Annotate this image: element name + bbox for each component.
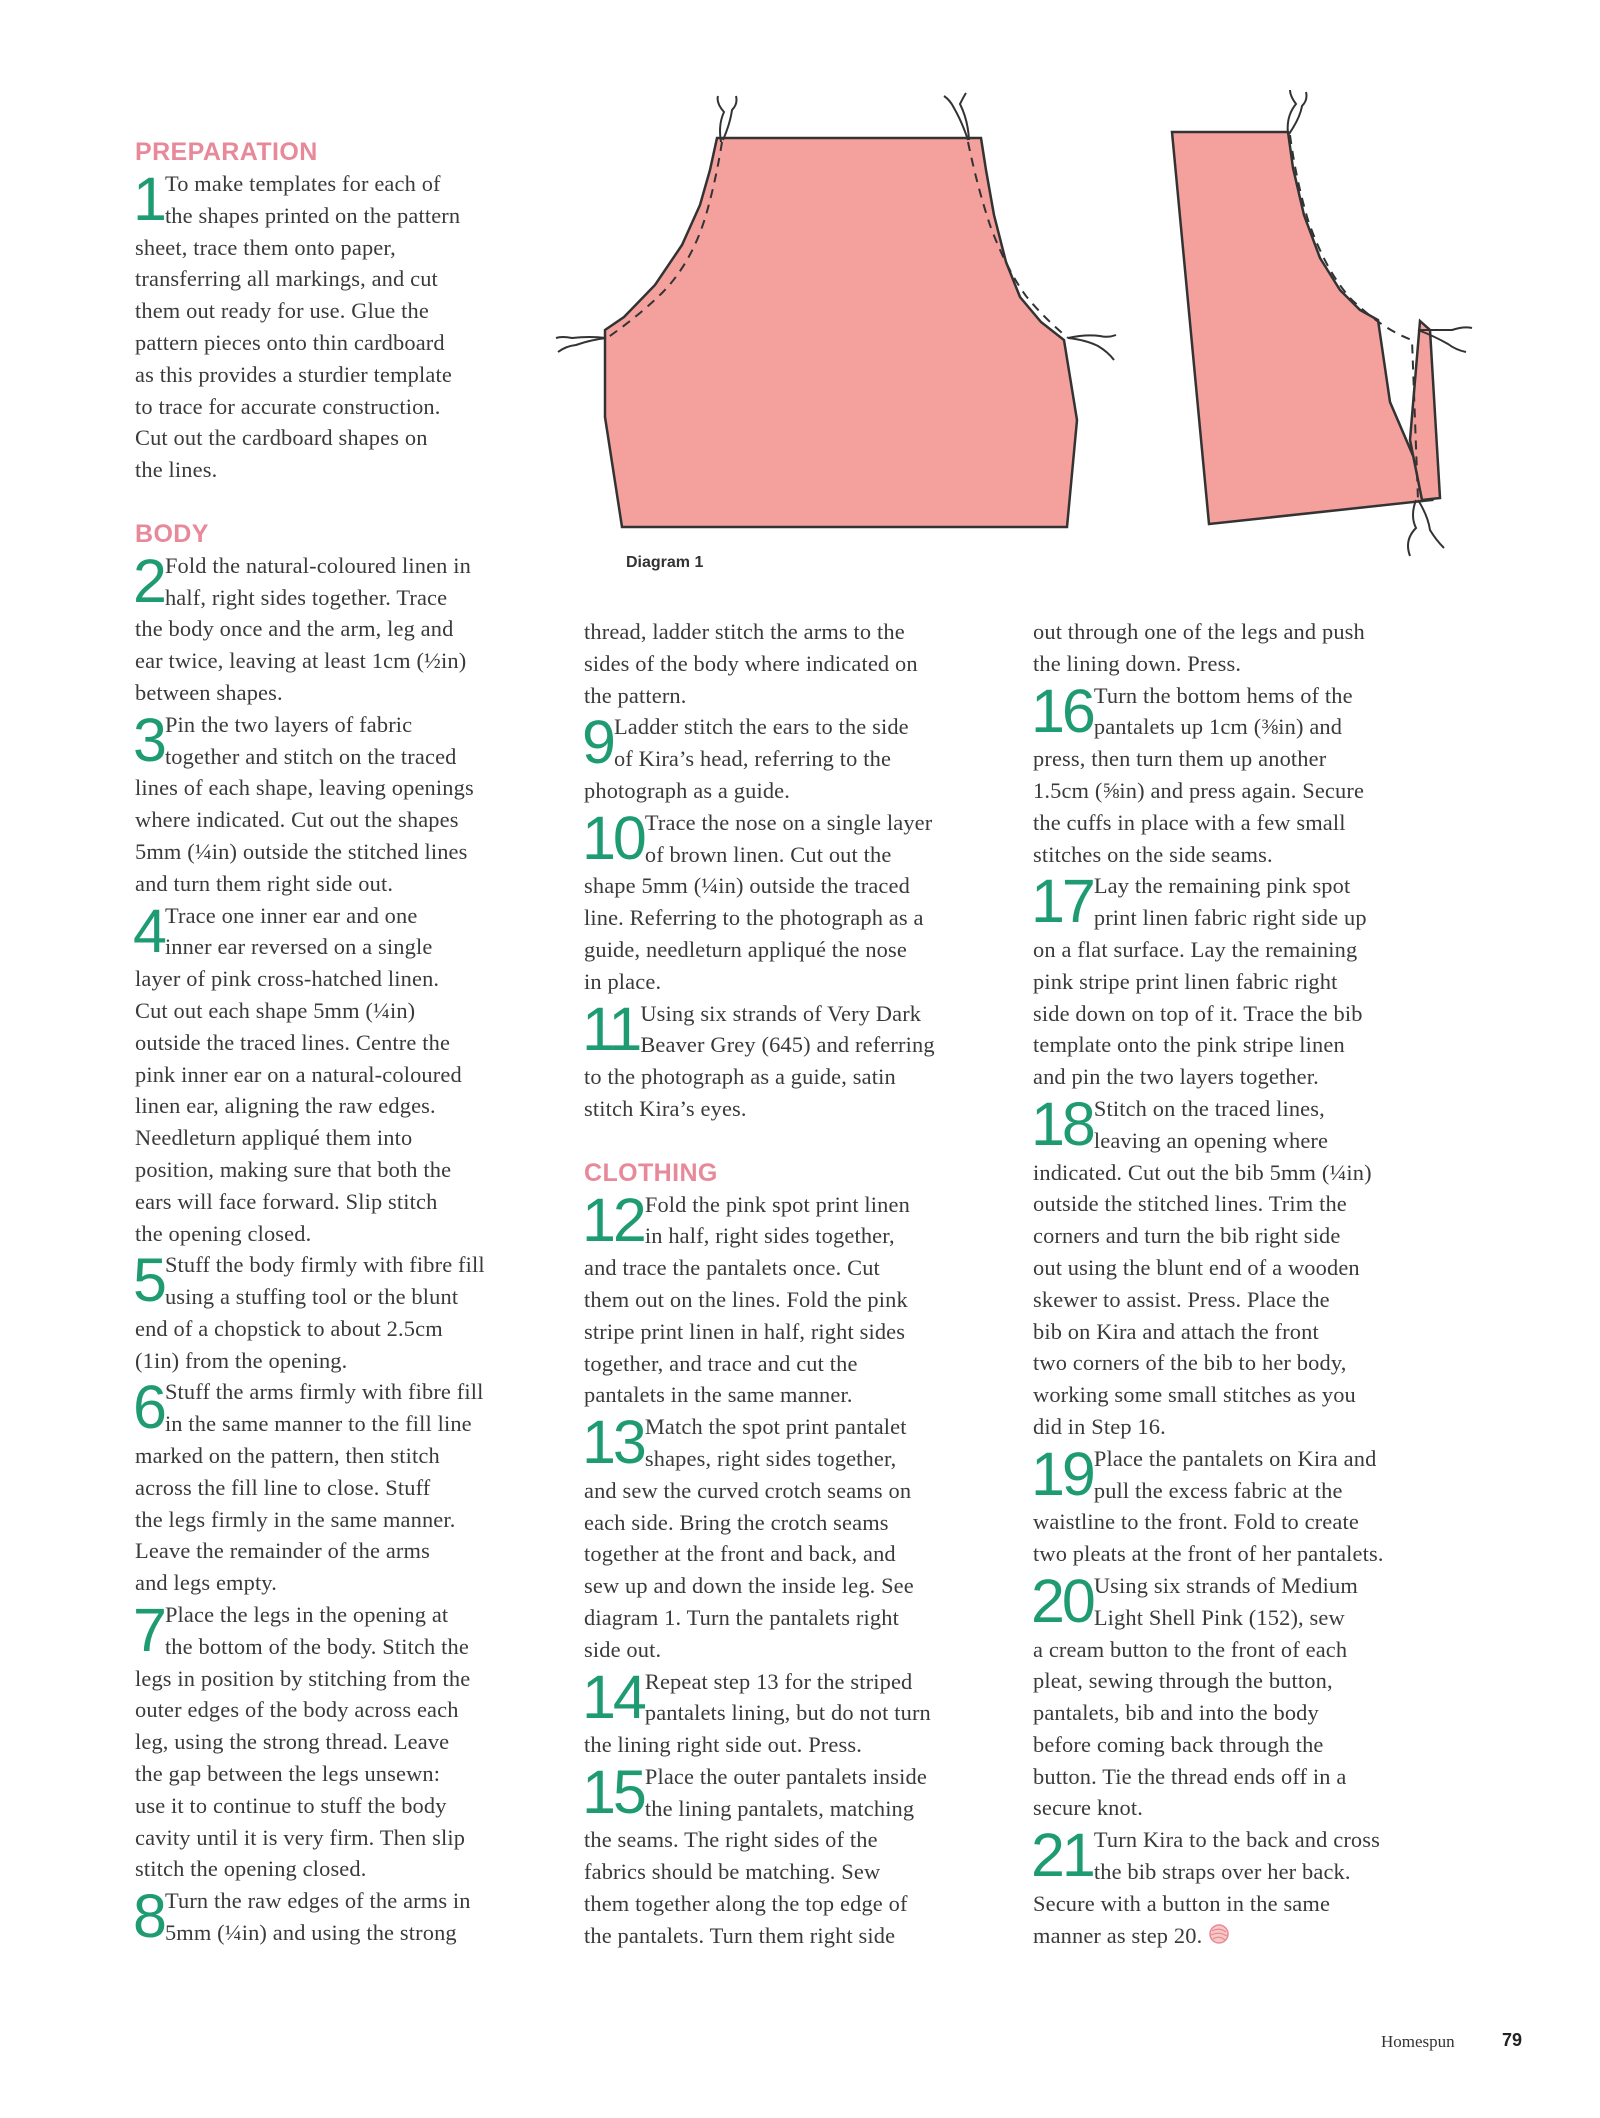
text-line: in place. (584, 968, 662, 994)
step-number: 17 (1031, 867, 1093, 936)
text-line: Beaver Grey (645) and referring (640, 1032, 935, 1058)
instruction-step (582, 994, 996, 1125)
text-line: the lining right side out. Press. (584, 1732, 862, 1758)
text-line: indicated. Cut out the bib 5mm (¼in) (1033, 1159, 1372, 1185)
text-line: each side. Bring the crotch seams (584, 1509, 889, 1535)
text-line: Lay the remaining pink spot (1093, 873, 1351, 899)
text-line: the gap between the legs unsewn: (135, 1761, 441, 1787)
instruction-step (582, 1408, 996, 1665)
instruction-step (1031, 1439, 1445, 1570)
text-line: the lining pantalets, matching (644, 1795, 915, 1821)
instruction-step (582, 1662, 996, 1761)
text-line: pantalets in the same manner. (584, 1382, 853, 1408)
step-number: 2 (133, 546, 164, 615)
instruction-step (133, 1882, 545, 1951)
instruction-step (1031, 1089, 1445, 1443)
page-number: 79 (1502, 2030, 1523, 2050)
text-line: out through one of the legs and push (1033, 619, 1365, 644)
text-line: Turn the raw edges of the arms in (164, 1888, 471, 1914)
text-line: them out on the lines. Fold the pink (584, 1286, 908, 1312)
text-line: waistline to the front. Fold to create (1033, 1509, 1359, 1535)
text-line: corners and turn the bib right side (1033, 1223, 1341, 1249)
text-line: thread, ladder stitch the arms to the (584, 619, 905, 644)
text-line: position, making sure that both the (135, 1156, 452, 1182)
text-line: use it to continue to stuff the body (135, 1792, 447, 1818)
text-line: side out. (584, 1636, 662, 1662)
diagram-label: Diagram 1 (626, 554, 704, 571)
text-line: guide, needleturn appliqué the nose (584, 936, 907, 962)
step-number: 8 (133, 1882, 164, 1951)
text-line: sides of the body where indicated on (584, 650, 918, 676)
text-line: pink stripe print linen fabric right (1033, 968, 1338, 994)
text-line: 5mm (¼in) and using the strong (164, 1920, 457, 1946)
instruction-step (1031, 867, 1445, 1093)
text-line: two pleats at the front of her pantalets. (1033, 1541, 1384, 1567)
text-line: Light Shell Pink (152), sew (1093, 1604, 1345, 1630)
text-line: across the fill line to close. Stuff (135, 1474, 431, 1500)
thread-tail (556, 337, 606, 338)
text-line: the seams. The right sides of the (584, 1827, 878, 1853)
thread-tail (1418, 500, 1444, 548)
thread-tail (944, 96, 968, 140)
text-line: the body once and the arm, leg and (135, 616, 454, 642)
text-line: pull the excess fabric at the (1093, 1477, 1343, 1503)
column-3 (1033, 616, 1445, 1951)
text-line: outside the traced lines. Centre the (135, 1029, 451, 1055)
thread-tail (1068, 335, 1116, 338)
text-line: together, and trace and cut the (584, 1350, 858, 1376)
text-line: pantalets up 1cm (⅜in) and (1093, 714, 1343, 740)
text-line: shape 5mm (¼in) outside the traced (584, 873, 910, 899)
text-line: fabrics should be matching. Sew (584, 1859, 881, 1885)
pantalets-side-shape (1172, 132, 1432, 524)
text-line: button. Tie the thread ends off in a (1033, 1763, 1347, 1789)
text-line: the lines. (135, 457, 218, 483)
text-line: Turn the bottom hems of the (1093, 682, 1353, 708)
text-line: and sew the curved crotch seams on (584, 1477, 912, 1503)
step-group-clothing-cont (1031, 676, 1445, 1952)
step-number: 15 (582, 1757, 644, 1826)
text-line: sew up and down the inside leg. See (584, 1573, 914, 1599)
text-line: Match the spot print pantalet (644, 1414, 907, 1440)
thread-tail (1288, 90, 1296, 134)
instruction-step (1031, 1821, 1445, 1951)
thread-tail (1408, 500, 1416, 556)
text-line: half, right sides together. Trace (164, 584, 448, 610)
thread-tail (558, 338, 606, 352)
text-line: Trace the nose on a single layer (644, 809, 933, 835)
text-line: stitch the opening closed. (135, 1856, 367, 1882)
yarn-ball-icon (1208, 1923, 1230, 1945)
instruction-step (1031, 676, 1445, 871)
instruction-step (133, 896, 545, 1250)
text-line: ears will face forward. Slip stitch (135, 1188, 438, 1214)
text-line: and pin the two layers together. (1033, 1064, 1319, 1090)
step-number: 14 (582, 1662, 644, 1731)
text-line: sheet, trace them onto paper, (135, 234, 396, 260)
text-line: stitches on the side seams. (1033, 841, 1273, 867)
text-line: the shapes printed on the pattern (164, 202, 461, 228)
text-line: between shapes. (135, 679, 283, 705)
text-line: pink inner ear on a natural-coloured (135, 1061, 462, 1087)
instruction-step (133, 165, 545, 486)
text-line: 1.5cm (⅝in) and press again. Secure (1033, 777, 1365, 803)
instruction-step (133, 546, 545, 709)
text-line: and trace the pantalets once. Cut (584, 1255, 880, 1281)
step-number: 10 (582, 803, 644, 872)
text-line: together and stitch on the traced (164, 743, 457, 769)
text-line: the opening closed. (135, 1220, 312, 1246)
column-2 (584, 616, 996, 1952)
text-line: did in Step 16. (1033, 1413, 1166, 1439)
text-line: shapes, right sides together, (644, 1445, 897, 1471)
pantalets-front-shape (605, 138, 1077, 527)
text-line: and legs empty. (135, 1570, 277, 1596)
instruction-step (582, 1757, 996, 1952)
text-line: layer of pink cross-hatched linen. (135, 966, 440, 992)
instruction-step (582, 1185, 996, 1412)
thread-tail (718, 96, 724, 142)
text-line: marked on the pattern, then stitch (135, 1443, 440, 1469)
text-line: Fold the pink spot print linen (644, 1191, 910, 1217)
text-line: together at the front and back, and (584, 1541, 896, 1567)
text-line: end of a chopstick to about 2.5cm (135, 1315, 443, 1341)
text-line: in the same manner to the fill line (164, 1411, 472, 1437)
text-line: pantalets lining, but do not turn (644, 1700, 931, 1726)
continued-text (584, 616, 996, 711)
pantalets-diagram (545, 80, 1485, 560)
text-line: (1in) from the opening. (135, 1347, 348, 1373)
text-line: the pattern. (584, 682, 687, 708)
text-line: diagram 1. Turn the pantalets right (584, 1604, 899, 1630)
text-line: To make templates for each of (164, 171, 441, 196)
instruction-step (582, 708, 996, 806)
text-line: in half, right sides together, (644, 1223, 895, 1249)
text-line: using a stuffing tool or the blunt (164, 1284, 459, 1310)
instruction-step (133, 705, 545, 900)
text-line: Using six strands of Medium (1093, 1572, 1358, 1598)
text-line: them out ready for use. Glue the (135, 298, 429, 324)
text-line: where indicated. Cut out the shapes (135, 807, 459, 833)
text-line: Needleturn appliqué them into (135, 1125, 413, 1151)
text-line: to the photograph as a guide, satin (584, 1064, 896, 1090)
text-line: transferring all markings, and cut (135, 266, 438, 292)
text-line: working some small stitches as you (1033, 1382, 1356, 1408)
instruction-step (133, 1246, 545, 1376)
text-line: leg, using the strong thread. Leave (135, 1729, 450, 1755)
section-heading-body: BODY (135, 519, 209, 548)
section-heading-clothing: CLOTHING (584, 1158, 718, 1187)
text-line: Stuff the body firmly with fibre fill (164, 1252, 485, 1278)
step-number: 11 (582, 994, 640, 1063)
thread-tail (723, 96, 737, 140)
text-line: of brown linen. Cut out the (644, 841, 892, 867)
text-line: Pin the two layers of fabric (164, 711, 413, 737)
text-line: out using the blunt end of a wooden (1033, 1254, 1360, 1280)
step-number: 16 (1031, 676, 1093, 745)
text-line: cavity until it is very firm. Then slip (135, 1824, 466, 1850)
text-line: on a flat surface. Lay the remaining (1033, 936, 1358, 962)
text-line: Leave the remainder of the arms (135, 1538, 430, 1564)
text-line: of Kira’s head, referring to the (613, 746, 892, 772)
instruction-step (1031, 1566, 1445, 1824)
text-line: print linen fabric right side up (1093, 905, 1367, 931)
text-line: Cut out each shape 5mm (¼in) (135, 997, 416, 1023)
instruction-step (133, 1596, 545, 1885)
text-line: pattern pieces onto thin cardboard (135, 329, 445, 355)
publication-name: Homespun (1381, 2032, 1455, 2051)
text-line: Secure with a button in the same (1033, 1890, 1331, 1916)
instruction-step (133, 1373, 545, 1599)
step-number: 4 (133, 896, 164, 965)
text-line: stripe print linen in half, right sides (584, 1318, 906, 1344)
text-line: side down on top of it. Trace the bib (1033, 1000, 1363, 1026)
instruction-step (582, 803, 996, 998)
text-line: Using six strands of Very Dark (640, 1000, 922, 1026)
text-line: Cut out the cardboard shapes on (135, 425, 428, 451)
text-line: Place the pantalets on Kira and (1093, 1445, 1377, 1471)
step-group-preparation (133, 165, 545, 486)
text-line: linen ear, aligning the raw edges. (135, 1093, 436, 1119)
step-group-body (133, 546, 545, 1951)
text-line: a cream button to the front of each (1033, 1636, 1348, 1662)
text-line: outer edges of the body across each (135, 1697, 459, 1723)
text-line: press, then turn them up another (1033, 746, 1327, 772)
step-number: 21 (1031, 1821, 1093, 1890)
text-line: lines of each shape, leaving openings (135, 775, 474, 801)
text-line: pleat, sewing through the button, (1033, 1668, 1333, 1694)
text-line: Turn Kira to the back and cross (1093, 1827, 1380, 1853)
text-line: Place the legs in the opening at (164, 1602, 449, 1628)
step-number: 1 (133, 165, 164, 233)
text-line: 5mm (¼in) outside the stitched lines (135, 838, 468, 864)
text-line: to trace for accurate construction. (135, 393, 441, 419)
text-line: template onto the pink stripe linen (1033, 1032, 1345, 1058)
text-line: the bottom of the body. Stitch the (164, 1633, 469, 1659)
text-line: Trace one inner ear and one (164, 902, 418, 928)
step-number: 13 (582, 1408, 644, 1477)
continued-text (1033, 616, 1445, 680)
text-line: Stitch on the traced lines, (1093, 1095, 1325, 1121)
text-line: bib on Kira and attach the front (1033, 1318, 1319, 1344)
text-line: and turn them right side out. (135, 870, 394, 896)
text-line: leaving an opening where (1093, 1127, 1329, 1153)
step-number: 20 (1031, 1566, 1093, 1635)
text-line: skewer to assist. Press. Place the (1033, 1286, 1330, 1312)
step-group-body-cont (582, 708, 996, 1124)
step-number: 9 (582, 708, 613, 777)
text-line: the cuffs in place with a few small (1033, 809, 1346, 835)
text-line: outside the stitched lines. Trim the (1033, 1191, 1347, 1217)
text-line: the bib straps over her back. (1093, 1859, 1351, 1885)
step-number: 18 (1031, 1089, 1093, 1158)
step-number: 6 (133, 1373, 164, 1442)
text-line: Stuff the arms firmly with fibre fill (164, 1379, 484, 1405)
section-heading-preparation: PREPARATION (135, 138, 318, 166)
step-number: 12 (582, 1185, 644, 1254)
text-line: manner as step 20. (1033, 1920, 1445, 1952)
text-line: before coming back through the (1033, 1731, 1324, 1757)
text-line: as this provides a sturdier template (135, 361, 452, 387)
step-group-clothing (582, 1185, 996, 1952)
thread-tail (1068, 338, 1114, 360)
text-line: two corners of the bib to her body, (1033, 1350, 1347, 1376)
text-line: stitch Kira’s eyes. (584, 1095, 747, 1121)
text-line: legs in position by stitching from the (135, 1665, 471, 1691)
column-1 (135, 136, 545, 1949)
text-line: Ladder stitch the ears to the side (613, 714, 909, 740)
text-line: photograph as a guide. (584, 777, 791, 803)
text-line: Repeat step 13 for the striped (644, 1668, 913, 1694)
text-line: line. Referring to the photograph as a (584, 905, 924, 931)
text-line: Fold the natural-coloured linen in (164, 552, 471, 578)
text-line: inner ear reversed on a single (164, 934, 433, 960)
step-number: 19 (1031, 1439, 1093, 1508)
step-number: 5 (133, 1246, 164, 1315)
step-number: 7 (133, 1596, 164, 1665)
text-line: pantalets, bib and into the body (1033, 1700, 1319, 1726)
step-number: 3 (133, 705, 164, 774)
text-line: secure knot. (1033, 1795, 1143, 1821)
text-line: the pantalets. Turn them right side (584, 1922, 896, 1948)
text-line: them together along the top edge of (584, 1891, 908, 1917)
text-line: the legs firmly in the same manner. (135, 1506, 456, 1532)
text-line: Place the outer pantalets inside (644, 1763, 927, 1789)
text-line: ear twice, leaving at least 1cm (½in) (135, 648, 467, 674)
text-line: the lining down. Press. (1033, 650, 1242, 676)
